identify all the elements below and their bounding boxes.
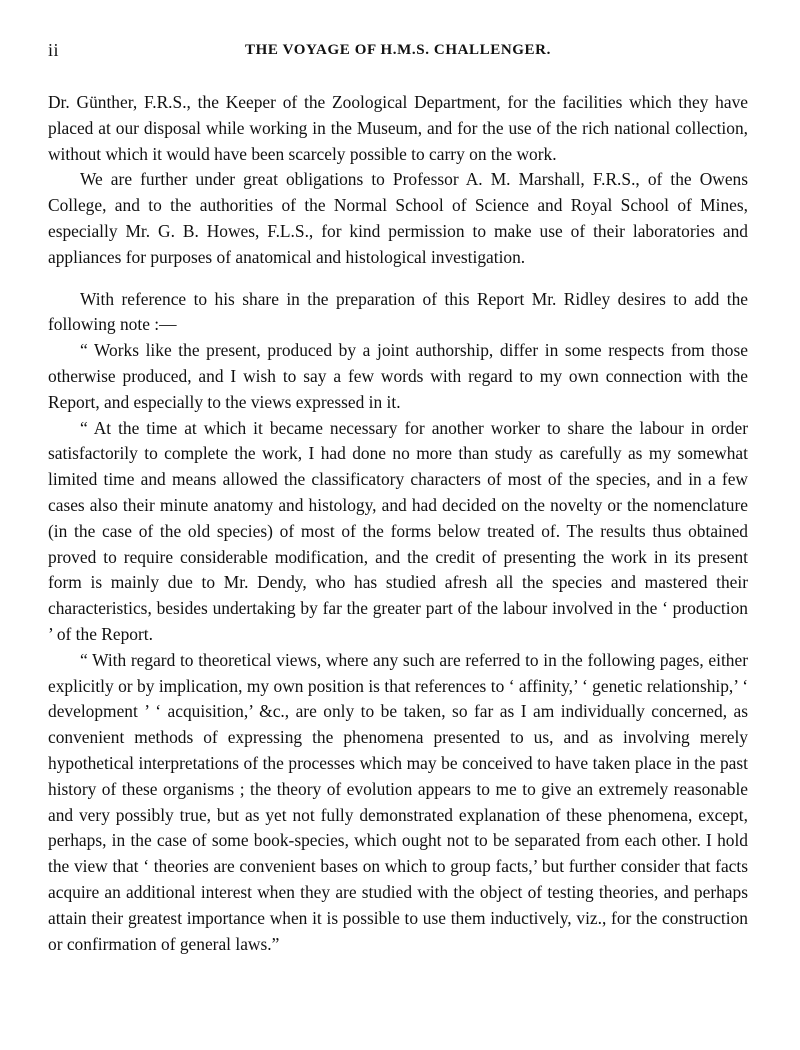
paragraph-acknowledgement-continued: Dr. Günther, F.R.S., the Keeper of the Zoological Department, for the facilities which they have placed at our disposal while working in the Museum, and for the use of the rich national collection, without which it would have been scarcely possible to carry on the work. <box>48 92 748 164</box>
paragraph-theoretical-views: “ With regard to theoretical views, where any such are referred to in the following pages, either explicitly or by implication, my own position is that references to ‘ affinity,’ ‘ genetic relationship,’ ‘ development ’ ‘ acquisition,’ &c., are only to be taken, so far as I am individually concerned, as convenient methods of expressing the phenomena presented to us, and as involving merely hypothetical interpretations of the processes which may be conceived to have taken place in the past history of these organisms ; the theory of evolution appears to me to give an extremely reasonable and very possibly true, but as yet not fully demonstrated explanation of these phenomena, except, perhaps, in the case of some book-species, which ought not to be separated from each other. I hold the view that ‘ theories are convenient bases on which to group facts,’ but further consider that facts acquire an additional interest when they are studied with the object of testing theories, and perhaps attain their greatest importance when it is possible to use them inductively, viz., for the construction or confirmation of general laws.” <box>48 649 748 954</box>
paragraph-ridley-intro: With reference to his share in the preparation of this Report Mr. Ridley desires to add the following note :— <box>48 288 748 335</box>
running-head <box>48 40 748 66</box>
running-title: THE VOYAGE OF H.M.S. CHALLENGER. <box>245 42 551 58</box>
paragraph-obligations: We are further under great obligations to Professor A. M. Marshall, F.R.S., of the Owens College, and to the authorities of the Normal School of Science and Royal School of Mines, especially Mr. G. B. Howes, F.L.S., for kind permission to make use of their laboratories and appliances for purposes of anatomical and histological investigation. <box>48 169 748 267</box>
book-page <box>48 40 748 957</box>
paragraph-labour-share: “ At the time at which it became necessary for another worker to share the labour in order satisfactorily to complete the work, I had done no more than study as carefully as my somewhat limited time and means allowed the classificatory characters of most of the species, and in a few cases also their minute anatomy and histology, and had decided on the novelty or the nomenclature (in the case of the old species) of most of the forms below treated of. The results thus obtained proved to require considerable modification, and the credit of presenting the work in its present form is mainly due to Mr. Dendy, who has studied afresh all the species and mastered their characteristics, besides undertaking by far the greater part of the labour involved in the ‘ production ’ of the Report. <box>48 417 748 644</box>
page-number: ii <box>48 40 60 60</box>
body-text <box>48 90 748 957</box>
paragraph-joint-authorship: “ Works like the present, produced by a joint authorship, differ in some respects from those otherwise produced, and I wish to say a few words with regard to my own connection with the Report, and especially to the views expressed in it. <box>48 340 748 412</box>
